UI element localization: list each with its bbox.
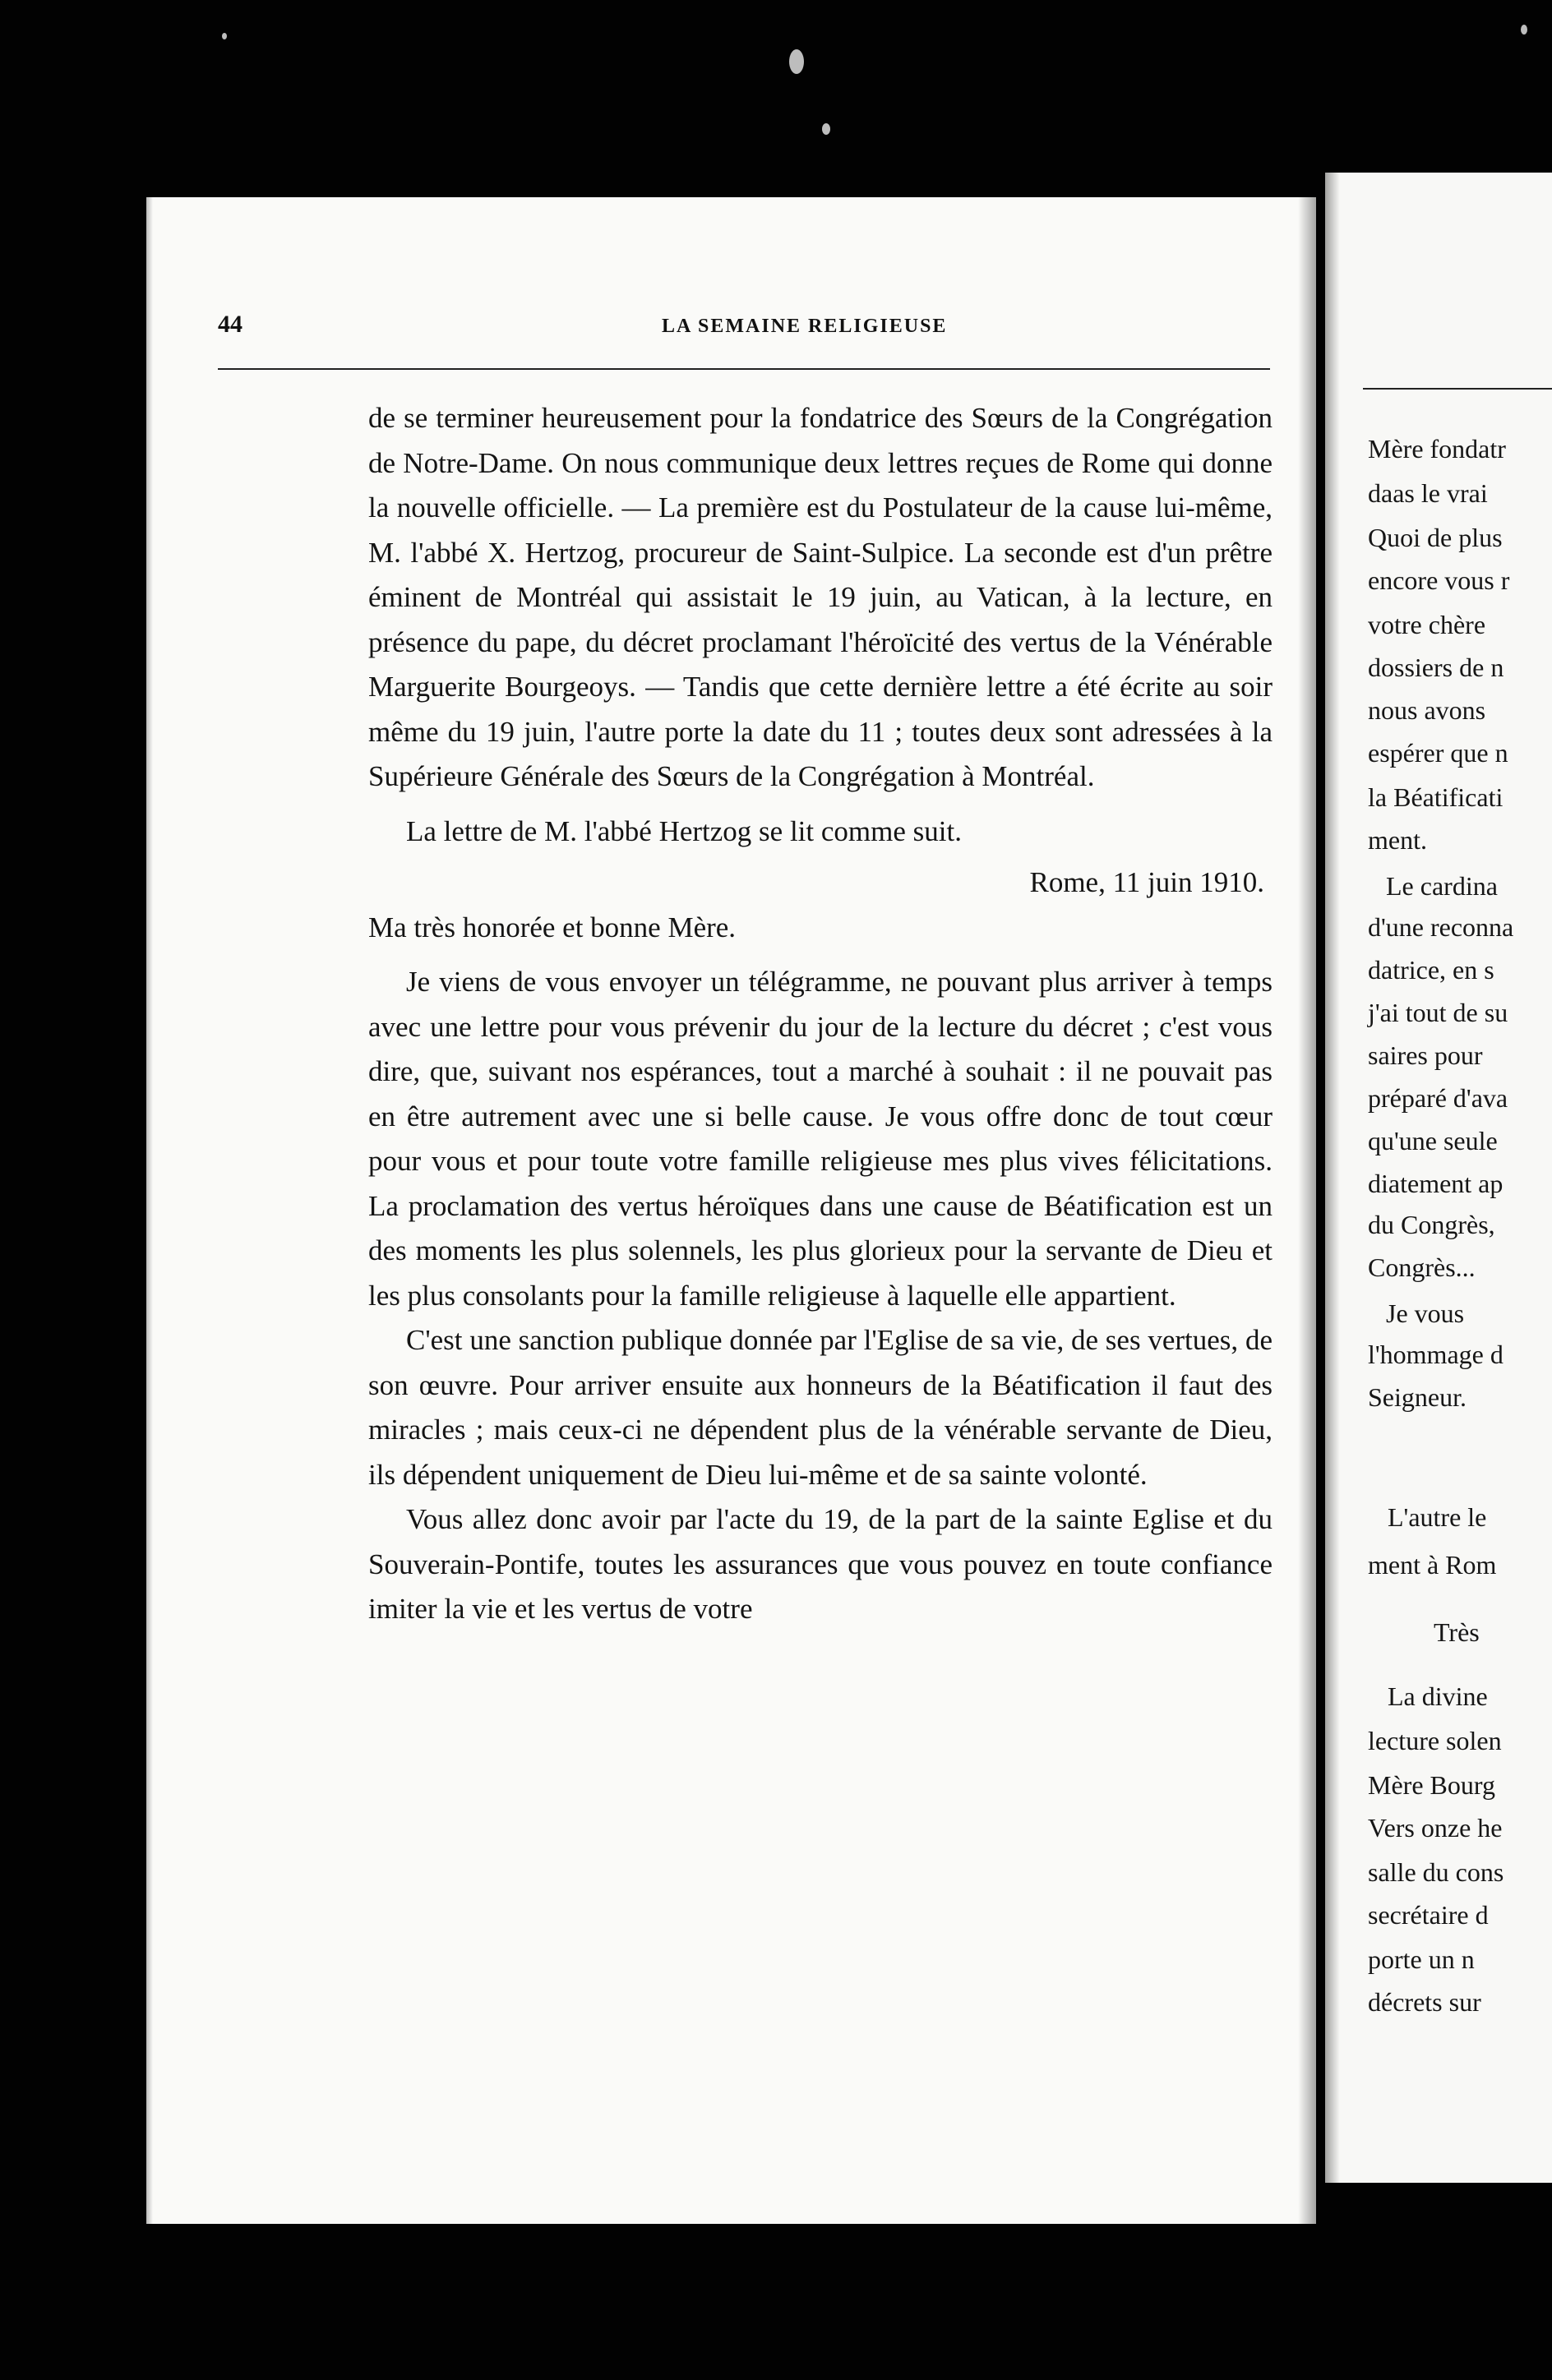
letter-salutation: Ma très honorée et bonne Mère. [368, 911, 737, 943]
facing-line: ment. [1368, 825, 1427, 855]
paragraph: Vous allez donc avoir par l'acte du 19, de la part de la sainte Eglise et du Souverain-Pontife, toutes les assurances que vous pouvez en toute confiance imiter la vie et les vertus de votre [368, 1503, 1273, 1625]
page-header [218, 311, 1269, 344]
facing-line: votre chère [1368, 610, 1486, 639]
dust-speck [822, 123, 830, 135]
facing-line: salle du cons [1368, 1857, 1504, 1887]
facing-line: Mère Bourg [1368, 1770, 1495, 1800]
letter-dateline: Rome, 11 juin 1910. [1029, 866, 1264, 898]
dust-speck [222, 33, 227, 39]
facing-line: Vers onze he [1368, 1813, 1503, 1843]
facing-line: dossiers de n [1368, 653, 1504, 682]
facing-line: daas le vrai [1368, 478, 1488, 508]
facing-line: L'autre le [1388, 1502, 1487, 1532]
header-rule [1363, 388, 1552, 390]
gutter-shadow [1298, 197, 1316, 2224]
facing-line: Je vous [1386, 1298, 1465, 1328]
header-rule [218, 368, 1270, 370]
page-number: 44 [218, 311, 242, 338]
facing-line: Très [1434, 1617, 1480, 1647]
facing-line: l'hommage d [1368, 1340, 1504, 1369]
facing-line: décrets sur [1368, 1987, 1481, 2017]
gutter-shadow [1325, 173, 1340, 2183]
facing-line: lecture solen [1368, 1726, 1502, 1755]
dust-speck [1521, 25, 1527, 35]
page-edge-shadow [146, 197, 153, 2224]
facing-line: Le cardina [1386, 871, 1498, 901]
facing-line: du Congrès, [1368, 1210, 1495, 1239]
facing-line: Mère fondatr [1368, 434, 1506, 464]
facing-line: saires pour [1368, 1040, 1483, 1070]
right-page-fragment [1325, 173, 1552, 2183]
article-body [368, 396, 1273, 1632]
facing-line: nous avons [1368, 695, 1486, 725]
running-title: LA SEMAINE RELIGIEUSE [662, 316, 948, 337]
facing-line: la Béatificati [1368, 782, 1504, 812]
facing-line: qu'une seule [1368, 1126, 1498, 1155]
paragraph: Je viens de vous envoyer un télégramme, ne pouvant plus arriver à temps avec une lettre pour vous prévenir du jour de la lecture du décret ; c'est vous dire, que, suivant nos espérances, tout a marché à souhait : il ne pouvait pas en être autrement avec une si belle cause. Je vous offre donc de tout cœur pour vous et pour toute votre famille religieuse mes plus vives félicitations. La proclamation des vertus héroïques dans une cause de Béatification est un des moments les plus solennels, les plus glorieux pour la servante de Dieu et les plus consolants pour la famille religieuse à laquelle elle appartient. [368, 966, 1273, 1312]
facing-line: Congrès... [1368, 1252, 1476, 1282]
facing-line: j'ai tout de su [1368, 998, 1508, 1027]
facing-line: secrétaire d [1368, 1900, 1489, 1930]
facing-line: diatement ap [1368, 1169, 1504, 1198]
facing-line: ment à Rom [1368, 1550, 1497, 1580]
facing-line: Quoi de plus [1368, 523, 1503, 552]
facing-line: encore vous r [1368, 565, 1510, 595]
facing-line: datrice, en s [1368, 955, 1494, 985]
facing-line: espérer que n [1368, 738, 1508, 768]
facing-line: Seigneur. [1368, 1382, 1467, 1412]
dust-speck [789, 49, 804, 74]
paragraph: C'est une sanction publique donnée par l'Eglise de sa vie, de ses vertues, de son œuvre. Pour arriver ensuite aux honneurs de la Béatification il faut des miracles ; mais ceux-ci ne dépendent plus de la vénérable servante de Dieu, ils dépendent uniquement de Dieu lui-même et de sa sainte volonté. [368, 1324, 1273, 1491]
facing-line: d'une reconna [1368, 912, 1514, 942]
paragraph: de se terminer heureusement pour la fondatrice des Sœurs de la Congrégation de Notre-Dame. On nous communique deux lettres reçues de Rome qui donne la nouvelle officielle. — La première est du Postulateur de la cause lui-même, M. l'abbé X. Hertzog, procureur de Saint-Sulpice. La seconde est d'un prêtre éminent de Montréal qui assistait le 19 juin, au Vatican, à la lecture, en présence du pape, du décret proclamant l'héroïcité des vertus de la Vénérable Marguerite Bourgeoys. — Tandis que cette dernière lettre a été écrite au soir même du 19 juin, l'autre porte la date du 11 ; toutes deux sont adressées à la Supérieure Générale des Sœurs de la Congrégation à Montréal. [368, 402, 1273, 792]
facing-line: porte un n [1368, 1944, 1475, 1974]
facing-line: préparé d'ava [1368, 1083, 1508, 1113]
facing-line: La divine [1388, 1681, 1488, 1711]
paragraph: La lettre de M. l'abbé Hertzog se lit comme suit. [406, 814, 962, 847]
